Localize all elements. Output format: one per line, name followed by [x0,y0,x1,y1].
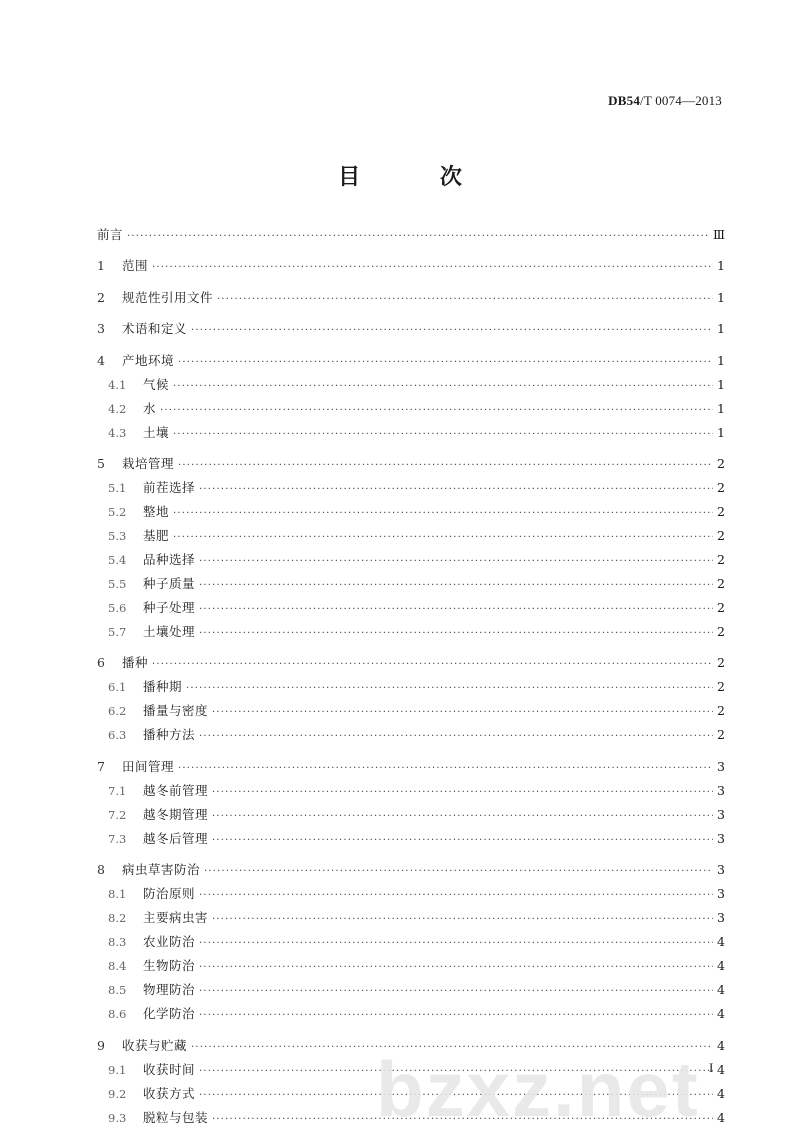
toc-leader-dots [199,885,713,907]
toc-leader-dots [217,289,713,311]
toc-entry-label: 规范性引用文件 [122,289,214,305]
toc-entry-label: 前茬选择 [143,479,196,495]
toc-entry-page: 3 [717,830,725,846]
toc-entry-label: 田间管理 [122,758,175,774]
toc-entry-number: 8.2 [108,911,127,926]
toc-entry-number: 4.3 [108,425,127,440]
toc-leader-dots [199,957,713,979]
toc-entry[interactable] [97,955,725,979]
toc-entry[interactable] [97,549,725,573]
toc-entry-page: 2 [717,503,725,519]
page-title: 目 次 [338,164,498,190]
toc-entry[interactable] [97,525,725,549]
toc-entry-label: 防治原则 [143,886,196,902]
toc-leader-dots [199,623,713,645]
toc-leader-dots [199,599,713,621]
toc-entry-page: 4 [717,1085,725,1101]
toc-leader-dots [199,551,713,573]
toc-entry-label: 土壤 [143,424,170,440]
toc-entry[interactable] [97,287,725,311]
toc-entry-number: 5.1 [108,480,127,495]
toc-leader-dots [152,257,713,279]
toc-entry[interactable] [97,780,725,804]
toc-entry[interactable] [97,883,725,907]
toc-entry-label: 脱粒与包装 [143,1109,209,1125]
toc-entry-number: 3 [97,321,105,337]
toc-entry-number: 5.3 [108,528,127,543]
toc-entry-label: 越冬后管理 [143,830,209,846]
toc-entry-page: 2 [717,551,725,567]
toc-leader-dots [160,400,713,422]
toc-leader-dots [212,909,713,931]
toc-leader-dots [199,933,713,955]
toc-leader-dots [191,320,713,342]
toc-entry-label: 播种方法 [143,727,196,743]
toc-entry-page: 1 [717,424,725,440]
toc-leader-dots [204,861,713,883]
toc-entry-number: 8.5 [108,983,127,998]
toc-entry[interactable] [97,453,725,477]
toc-entry-label: 整地 [143,503,170,519]
toc-entry-label: 播种期 [143,679,183,695]
toc-entry[interactable] [97,652,725,676]
toc-entry-number: 9.2 [108,1086,127,1101]
toc-entry-page: 3 [717,782,725,798]
toc-entry-page: 1 [717,321,725,337]
toc-entry-number: 4 [97,352,105,368]
toc-entry-page: 3 [717,886,725,902]
toc-entry[interactable] [97,573,725,597]
toc-entry-label: 种子质量 [143,575,196,591]
toc-entry-page: 1 [717,400,725,416]
toc-leader-dots [199,479,713,501]
toc-entry-label: 水 [143,400,157,416]
toc-entry-number: 2 [97,289,105,305]
toc-entry-label: 术语和定义 [122,321,188,337]
toc-entry-page: 2 [717,455,725,471]
toc-leader-dots [199,575,713,597]
toc-entry-label: 主要病虫害 [143,910,209,926]
toc-entry-number: 8.3 [108,935,127,950]
toc-entry-number: 5.7 [108,624,127,639]
toc-entry-number: 1 [97,258,105,274]
toc-entry-number: 8 [97,862,105,878]
toc-entry-page: 2 [717,599,725,615]
toc-entry[interactable] [97,318,725,342]
toc-entry-page: 2 [717,655,725,671]
toc-entry-page: 4 [717,958,725,974]
toc-entry-number: 5.6 [108,600,127,615]
toc-entry-number: 8.6 [108,1007,127,1022]
toc-leader-dots [173,527,713,549]
toc-entry-number: 8.1 [108,887,127,902]
toc-entry[interactable] [97,979,725,1003]
toc-entry-number: 7.2 [108,807,127,822]
toc-entry-page: 4 [717,1037,725,1053]
toc-entry-number: 9.3 [108,1110,127,1125]
toc-entry-label: 物理防治 [143,982,196,998]
toc-entry[interactable] [97,828,725,852]
toc-leader-dots [127,226,709,248]
toc-entry[interactable] [97,676,725,700]
toc-entry-label: 收获与贮藏 [122,1037,188,1053]
toc-entry-label: 品种选择 [143,551,196,567]
toc-leader-dots [173,424,713,446]
toc-entry[interactable] [97,477,725,501]
toc-entry[interactable] [97,804,725,828]
toc-entry[interactable] [97,859,725,883]
toc-entry-page: 4 [717,982,725,998]
toc-entry-label: 基肥 [143,527,170,543]
toc-leader-dots [173,503,713,525]
page-number: I [709,1060,714,1075]
toc-leader-dots [212,702,713,724]
toc-entry-label: 产地环境 [122,352,175,368]
toc-leader-dots [152,654,713,676]
toc-entry-number: 5.5 [108,576,127,591]
toc-entry-page: 1 [717,289,725,305]
toc-entry-label: 播种 [122,655,149,671]
toc-entry[interactable] [97,374,725,398]
toc-entry-number: 4.2 [108,401,127,416]
toc-entry-page: 4 [717,1061,725,1077]
toc-entry-label: 化学防治 [143,1006,196,1022]
toc-leader-dots [173,376,713,398]
toc-entry-label: 越冬前管理 [143,782,209,798]
toc-entry-page: 1 [717,352,725,368]
toc-entry-label: 气候 [143,376,170,392]
toc-entry-label: 栽培管理 [122,455,175,471]
toc-entry[interactable] [97,756,725,780]
toc-entry-label: 越冬期管理 [143,806,209,822]
toc-entry-page: 4 [717,1006,725,1022]
toc-entry-number: 6 [97,655,105,671]
toc-leader-dots [199,726,713,748]
toc-entry-page: 2 [717,679,725,695]
toc-entry-page: 4 [717,1109,725,1125]
toc-entry-label: 种子处理 [143,599,196,615]
toc-entry[interactable] [97,724,725,748]
toc-leader-dots [212,806,713,828]
toc-entry[interactable] [97,700,725,724]
toc-entry-number: 5.2 [108,504,127,519]
toc-entry-page: 2 [717,623,725,639]
toc-entry[interactable] [97,255,725,279]
toc-leader-dots [199,1005,713,1027]
toc-entry-label: 收获时间 [143,1061,196,1077]
toc-entry[interactable] [97,931,725,955]
toc-entry[interactable] [97,501,725,525]
toc-entry-page: 2 [717,703,725,719]
toc-entry[interactable] [97,398,725,422]
toc-entry-page: 3 [717,758,725,774]
toc-entry-number: 8.4 [108,959,127,974]
standard-code: DB54/T 0074—2013 [608,93,722,108]
toc-entry-number: 6.2 [108,704,127,719]
toc-entry-number: 5.4 [108,552,127,567]
toc-entry-label: 土壤处理 [143,623,196,639]
toc-entry-page: Ⅲ [712,227,725,242]
toc-entry-label: 生物防治 [143,958,196,974]
toc-entry[interactable] [97,224,725,248]
toc-entry-number: 6.3 [108,728,127,743]
toc-entry-number: 9.1 [108,1062,127,1077]
toc-entry-page: 3 [717,910,725,926]
toc-entry-label: 农业防治 [143,934,196,950]
toc-leader-dots [212,830,713,852]
toc-entry[interactable] [97,621,725,645]
toc-entry-label: 病虫草害防治 [122,862,201,878]
toc-entry-page: 2 [717,527,725,543]
toc-entry-number: 4.1 [108,377,127,392]
toc-entry-page: 3 [717,862,725,878]
toc-leader-dots [178,455,713,477]
toc-entry-number: 7.3 [108,831,127,846]
toc-leader-dots [178,352,713,374]
toc-leader-dots [178,758,713,780]
toc-entry-label: 前言 [97,227,124,242]
toc-entry[interactable] [97,597,725,621]
toc-entry-page: 4 [717,934,725,950]
toc-leader-dots [199,981,713,1003]
toc-entry-number: 7 [97,758,105,774]
toc-entry-label: 收获方式 [143,1085,196,1101]
toc-entry[interactable] [97,1003,725,1027]
toc-entry[interactable] [97,422,725,446]
toc-leader-dots [186,678,713,700]
toc-entry-page: 2 [717,479,725,495]
toc-entry[interactable] [97,907,725,931]
toc-entry-label: 播量与密度 [143,703,209,719]
toc-entry-number: 7.1 [108,783,127,798]
toc-leader-dots [212,782,713,804]
toc-entry-page: 2 [717,727,725,743]
toc-entry-page: 2 [717,575,725,591]
toc-entry-page: 1 [717,258,725,274]
toc-entry-number: 6.1 [108,680,127,695]
toc-entry-number: 5 [97,455,105,471]
toc-entry-page: 3 [717,806,725,822]
table-of-contents [97,224,725,1131]
toc-entry-page: 1 [717,376,725,392]
toc-entry[interactable] [97,350,725,374]
watermark: bzxz.net [376,1045,700,1133]
toc-entry-number: 9 [97,1037,105,1053]
toc-entry-label: 范围 [122,258,149,274]
